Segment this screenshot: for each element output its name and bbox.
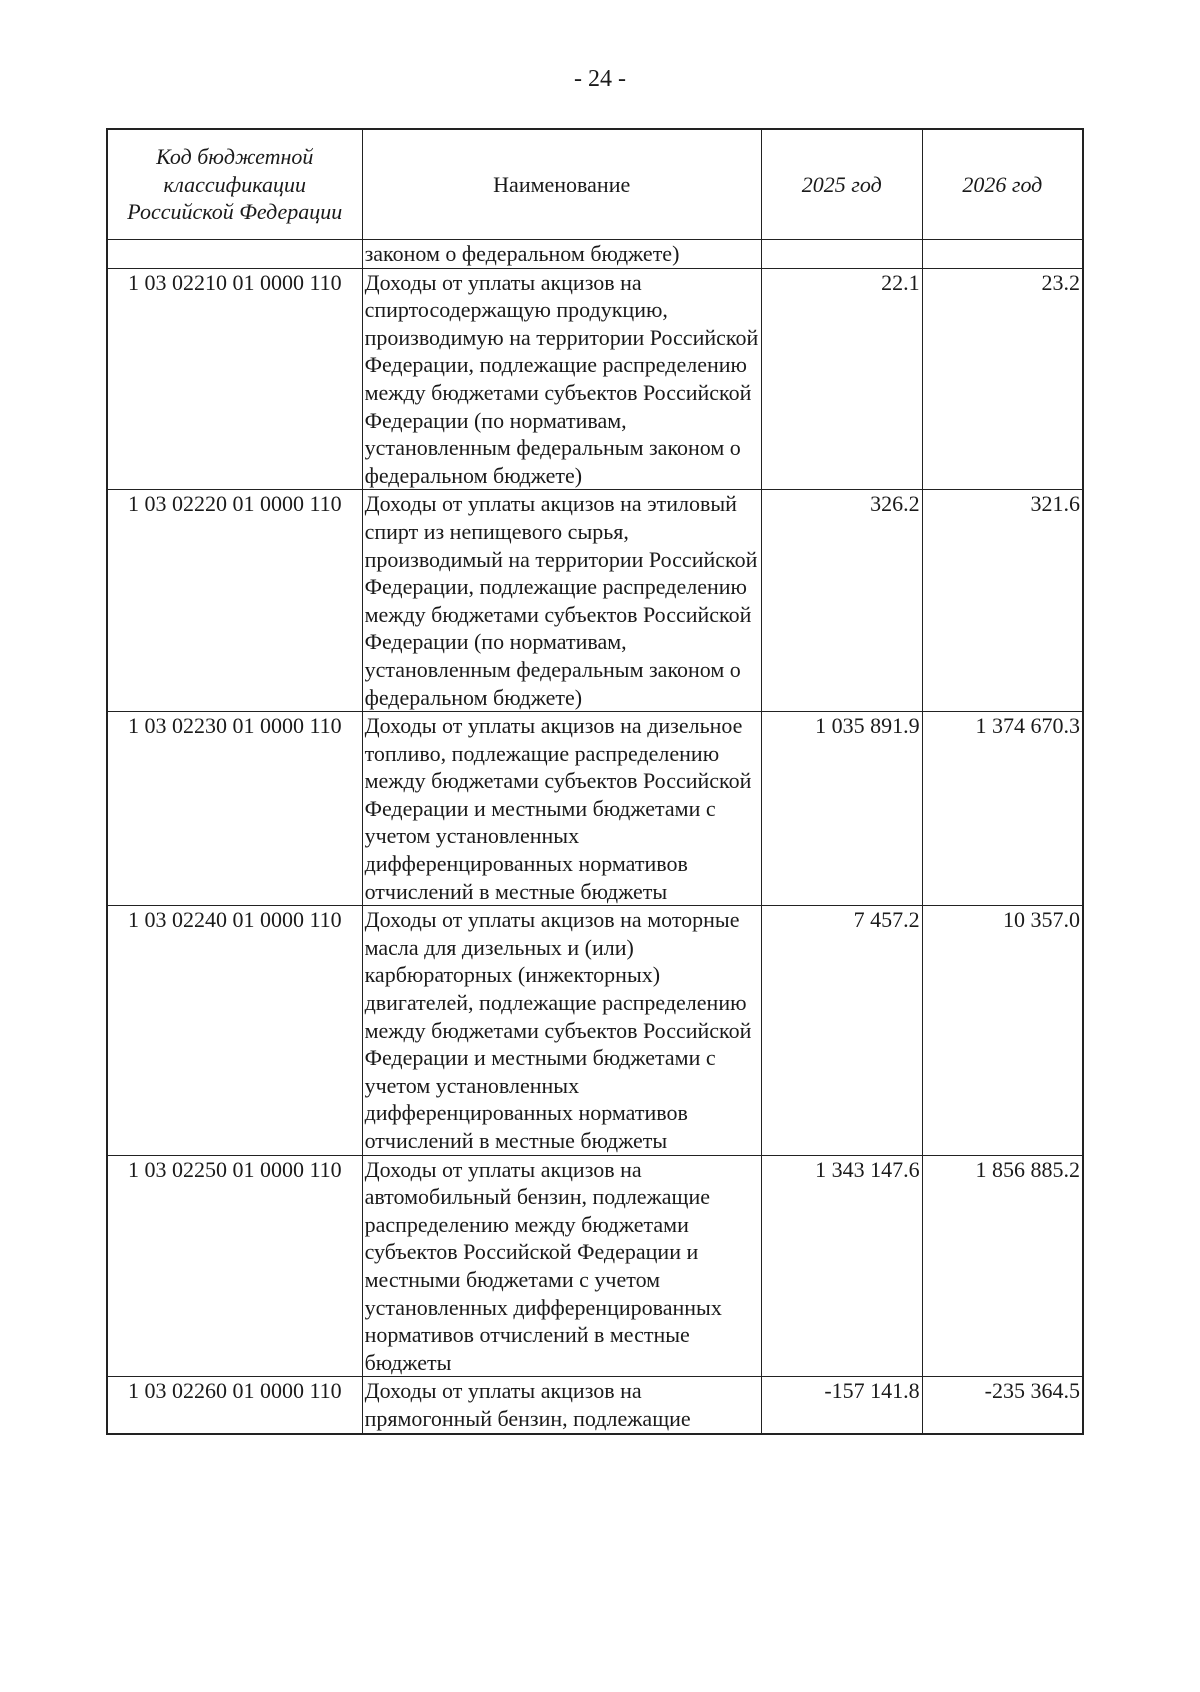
header-2025: 2025 год: [761, 129, 922, 240]
continuation-row: [107, 240, 1083, 269]
continuation-code: [107, 240, 362, 269]
table-row: [107, 1155, 1083, 1377]
continuation-2025: [761, 240, 922, 269]
value-2025-cell: 22.1: [761, 268, 922, 490]
name-cell: Доходы от уплаты акцизов на прямогонный бензин, подлежащие: [362, 1377, 761, 1434]
table-row: [107, 1377, 1083, 1434]
table-row: [107, 712, 1083, 906]
budget-table: [106, 128, 1084, 1435]
header-code: Код бюджетной классификации Российской Федерации: [107, 129, 362, 240]
value-2026-cell: 1 374 670.3: [922, 712, 1083, 906]
continuation-text: законом о федеральном бюджете): [362, 240, 761, 269]
page-number: - 24 -: [574, 66, 626, 92]
value-2026-cell: 23.2: [922, 268, 1083, 490]
name-cell: Доходы от уплаты акцизов на моторные масла для дизельных и (или) карбюраторных (инжекторных) двигателей, подлежащие распределению между бюджетами субъектов Российской Федерации и местными бюджетами с учетом установленных дифференцированных нормативов отчислений в местные бюджеты: [362, 906, 761, 1155]
name-cell: Доходы от уплаты акцизов на спиртосодержащую продукцию, производимую на территории Российской Федерации, подлежащие распределению между бюджетами субъектов Российской Федерации (по нормативам, установленным федеральным законом о федеральном бюджете): [362, 268, 761, 490]
table-header-row: [107, 129, 1083, 240]
code-cell: 1 03 02240 01 0000 110: [107, 906, 362, 1155]
value-2025-cell: 326.2: [761, 490, 922, 712]
value-2025-cell: 1 035 891.9: [761, 712, 922, 906]
code-cell: 1 03 02210 01 0000 110: [107, 268, 362, 490]
name-cell: Доходы от уплаты акцизов на автомобильный бензин, подлежащие распределению между бюджетами субъектов Российской Федерации и местными бюджетами с учетом установленных дифференцированных нормативов отчислений в местные бюджеты: [362, 1155, 761, 1377]
code-cell: 1 03 02260 01 0000 110: [107, 1377, 362, 1434]
value-2026-cell: 321.6: [922, 490, 1083, 712]
table-row: [107, 906, 1083, 1155]
value-2025-cell: 1 343 147.6: [761, 1155, 922, 1377]
continuation-2026: [922, 240, 1083, 269]
value-2025-cell: 7 457.2: [761, 906, 922, 1155]
code-cell: 1 03 02250 01 0000 110: [107, 1155, 362, 1377]
name-cell: Доходы от уплаты акцизов на этиловый спирт из непищевого сырья, производимый на территории Российской Федерации, подлежащие распределению между бюджетами субъектов Российской Федерации (по нормативам, установленным федеральным законом о федеральном бюджете): [362, 490, 761, 712]
value-2026-cell: -235 364.5: [922, 1377, 1083, 1434]
value-2025-cell: -157 141.8: [761, 1377, 922, 1434]
header-2026: 2026 год: [922, 129, 1083, 240]
header-name: Наименование: [362, 129, 761, 240]
name-cell: Доходы от уплаты акцизов на дизельное топливо, подлежащие распределению между бюджетами субъектов Российской Федерации и местными бюджетами с учетом установленных дифференцированных нормативов отчислений в местные бюджеты: [362, 712, 761, 906]
code-cell: 1 03 02220 01 0000 110: [107, 490, 362, 712]
table-row: [107, 490, 1083, 712]
value-2026-cell: 10 357.0: [922, 906, 1083, 1155]
value-2026-cell: 1 856 885.2: [922, 1155, 1083, 1377]
table-row: [107, 268, 1083, 490]
code-cell: 1 03 02230 01 0000 110: [107, 712, 362, 906]
